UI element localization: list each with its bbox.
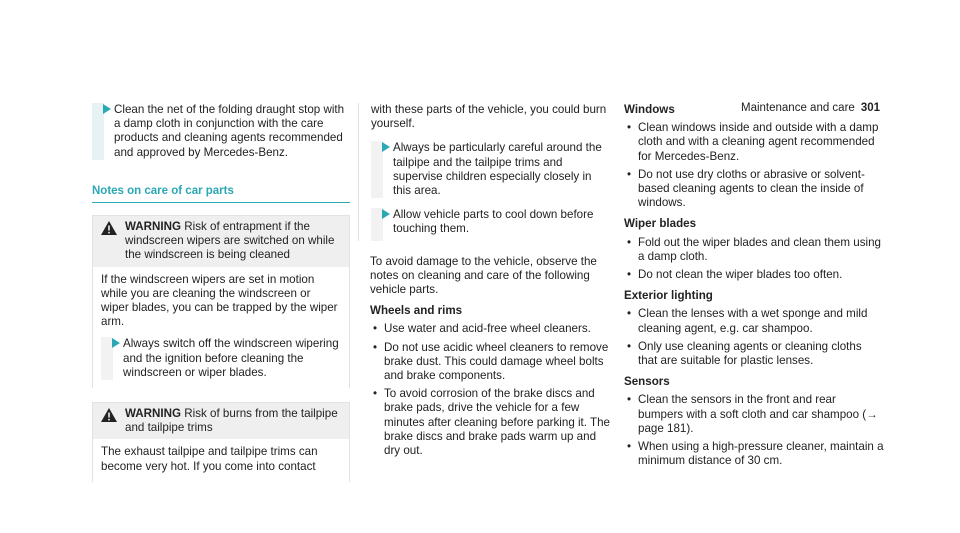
column-3	[624, 103, 884, 468]
wheels-list	[370, 322, 610, 458]
lighting-heading: Exterior lighting	[624, 289, 713, 303]
warning-body: If the windscreen wipers are set in motion while you are cleaning the windscreen or wiper blades, you can be trapped by the wiper arm.	[101, 272, 338, 329]
warning-label: WARNING	[125, 220, 182, 234]
section-header-title: Maintenance and care	[741, 102, 855, 114]
arrow-right-icon	[382, 142, 390, 152]
note-step	[371, 208, 610, 240]
column-1	[92, 103, 350, 482]
list-item: • Do not use acidic wheel cleaners to remove brake dust. This could damage wheel bolts and brake components.	[373, 340, 609, 383]
list-item: • To avoid corrosion of the brake discs and brake pads, drive the vehicle for a few minutes after cleaning before parking it. The brake discs and brake pads warm up and dry out.	[373, 387, 610, 458]
page-number: 301	[860, 102, 880, 114]
arrow-right-icon	[382, 209, 390, 219]
warning-note-text: Always switch off the windscreen wipering and the ignition before cleaning the windscreen or wiper blades.	[123, 337, 339, 379]
list-item: • Do not use dry cloths or abrasive or solvent-based cleaning agents to clean the inside of windows.	[627, 167, 865, 210]
warning-triangle-icon	[101, 408, 117, 422]
note-step	[371, 141, 610, 198]
list-item: • Use water and acid-free wheel cleaners.	[373, 322, 591, 336]
list-item: • Do not clean the wiper blades too often.	[627, 268, 843, 282]
intro-paragraph: To avoid damage to the vehicle, observe the notes on cleaning and care of the following vehicle parts.	[370, 254, 597, 297]
arrow-right-icon	[103, 104, 111, 114]
sensors-heading: Sensors	[624, 375, 670, 389]
section-title: Notes on care of car parts	[92, 184, 350, 203]
note-text: Clean the net of the folding draught stop with a damp cloth in conjunction with the care products and cleaning agents recommended and approved by Mercedes-Benz.	[114, 103, 345, 159]
wiper-list	[624, 236, 884, 283]
wheels-heading: Wheels and rims	[370, 304, 463, 318]
warning-continued: with these parts of the vehicle, you could burn yourself.	[371, 103, 607, 131]
warning-label: WARNING	[125, 407, 182, 421]
warning-box	[92, 215, 350, 388]
warning-body: The exhaust tailpipe and tailpipe trims can become very hot. If you come into contact	[101, 445, 318, 473]
sensors-list	[624, 393, 884, 468]
list-item: • Fold out the wiper blades and clean them using a damp cloth.	[627, 235, 881, 263]
list-item: • Clean the sensors in the front and rear bumpers with a soft cloth and car shampoo (→ page 181).	[627, 393, 878, 435]
warning-heading: Risk of burns from the tailpipe and tailpipe trims	[125, 407, 338, 435]
wiper-heading: Wiper blades	[624, 217, 697, 231]
note-step	[92, 103, 350, 160]
list-item: • Only use cleaning agents or cleaning cloths that are suitable for plastic lenses.	[627, 339, 862, 368]
windows-list	[624, 121, 884, 210]
list-item: • When using a high-pressure cleaner, maintain a minimum distance of 30 cm.	[627, 440, 884, 468]
arrow-right-icon	[112, 338, 120, 348]
list-item: • Clean the lenses with a wet sponge and mild cleaning agent, e.g. car shampoo.	[627, 307, 868, 335]
note-text: Allow vehicle parts to cool down before touching them.	[393, 208, 594, 236]
warning-note	[101, 337, 341, 380]
lighting-list	[624, 307, 884, 368]
list-item: • Clean windows inside and outside with a damp cloth and with a cleaning agent recommended for Mercedes-Benz.	[627, 121, 879, 163]
windows-heading: Windows	[624, 103, 675, 116]
warning-triangle-icon	[101, 221, 117, 235]
warning-box	[92, 402, 350, 482]
note-text: Always be particularly careful around the tailpipe and the tailpipe trims and supervise children especially closely in this area.	[393, 141, 602, 198]
warning-heading: Risk of entrapment if the windscreen wipers are switched on while the windscreen is being cleaned	[125, 220, 335, 262]
column-2	[370, 103, 610, 458]
